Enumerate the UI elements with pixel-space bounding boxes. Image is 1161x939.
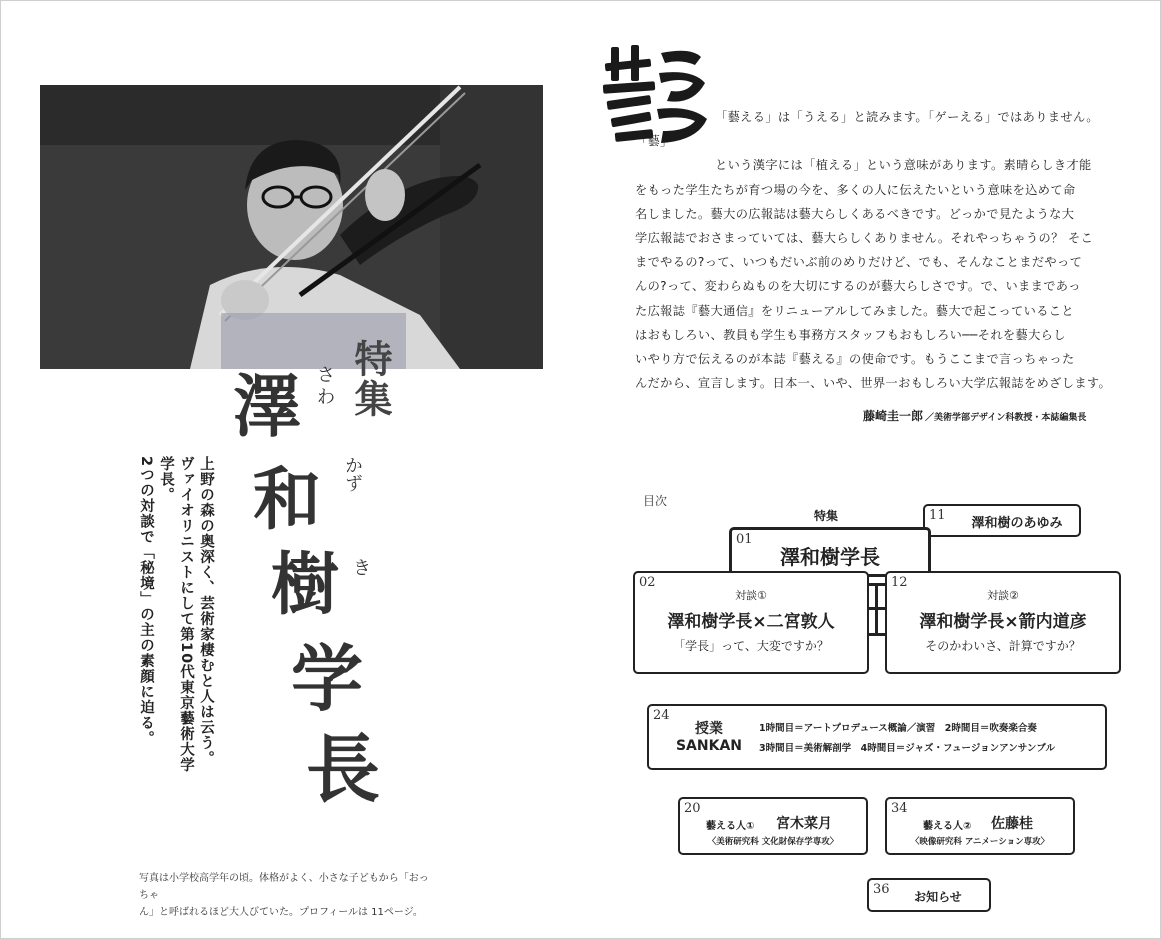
toc-sub: 対談①: [735, 589, 767, 602]
title-char-2: 和: [253, 461, 322, 540]
toc-title: 澤和樹学長×箭内道彦: [919, 612, 1087, 632]
title-char-4: 学: [291, 637, 364, 721]
intro-line: んだから、宣言します。日本一、いや、世界一おもしろい大学広報誌をめざします。: [635, 376, 1112, 391]
toc-item-01[interactable]: [729, 527, 931, 577]
toc-line: 3時間目＝美術解剖学 4時間目＝ジャズ・フュージョンアンサンブル: [759, 743, 1055, 754]
toc-title: 澤和樹のあゆみ: [971, 516, 1063, 531]
toc-num: 34: [891, 801, 908, 816]
signature-role: ／美術学部デザイン科教授・本誌編集長: [925, 413, 1087, 423]
intro-text: [635, 105, 1113, 395]
toc-num: 24: [653, 708, 670, 723]
toc-desc: 「学長」って、大変ですか？: [673, 639, 829, 653]
title-char-1: 澤: [233, 368, 302, 447]
toc-item-02[interactable]: [633, 571, 869, 674]
intro-line: をもった学生たちが育つ場の今を、多くの人に伝えたいという意味を込めて命: [635, 182, 1076, 197]
toc-sub: 藝える人①: [706, 821, 755, 832]
toc-line: 1時間目＝アートプロデュース概論／演習 2時間目＝吹奏楽合奏: [759, 723, 1037, 734]
toc-feature-label: 特集: [814, 509, 839, 523]
toc-title: お知らせ: [914, 890, 962, 904]
intro-line: という漢字には「植える」という意味があります。素晴らしき才能: [715, 158, 1092, 173]
toc-desc: 〈映像研究科 アニメーション専攻〉: [910, 837, 1050, 847]
feature-label: 特集: [348, 339, 392, 419]
ruby-kazu: かず: [342, 456, 363, 492]
intro-line: までやるの?って、いつもだいぶ前のめりだけど、でも、そんなことまだやって: [635, 255, 1083, 270]
intro-line: 名しました。藝大の広報誌は藝大らしくあるべきです。どっかで見たような大: [635, 206, 1075, 221]
toc-desc: 〈美術研究科 文化財保存学専攻〉: [707, 837, 839, 847]
toc-item-11[interactable]: [923, 504, 1081, 537]
lead-text: [136, 456, 216, 786]
intro-line: はおもしろい、教員も学生も事務方スタッフもおもしろい──それを藝大らし: [635, 327, 1066, 342]
ruby-sa: さ: [317, 365, 335, 386]
caption-line: 写真は小学校高学年の頃。体格がよく、小さな子どもから「おっちゃ: [139, 873, 429, 901]
toc-item-24[interactable]: [647, 704, 1107, 770]
toc-connector: [875, 583, 878, 635]
title-char-5: 長: [306, 727, 380, 813]
toc-item-12[interactable]: [885, 571, 1121, 674]
signature: [863, 407, 1086, 424]
toc-num: 20: [684, 801, 701, 816]
ruby-wa: わ: [317, 387, 335, 408]
toc-sub: 藝える人②: [923, 821, 972, 832]
toc-num: 01: [736, 532, 753, 547]
toc-item-20[interactable]: [678, 797, 868, 855]
toc-title: 宮木菜月: [776, 816, 832, 832]
toc-item-36[interactable]: [867, 878, 991, 912]
toc-heading: 目次: [643, 494, 668, 508]
signature-name: 藤崎圭一郎: [863, 409, 924, 423]
intro-line: た広報誌『藝大通信』をリニューアルしてみました。藝大で起こっていること: [635, 303, 1074, 318]
caption-line: ん」と呼ばれるほど大人びていた。プロフィールは 11ページ。: [139, 907, 423, 918]
toc-title: 澤和樹学長: [780, 545, 880, 569]
toc-num: 11: [929, 508, 946, 523]
toc-num: 02: [639, 575, 656, 590]
ruby-ki: き: [353, 558, 371, 579]
intro-line: 学広報誌でおさまっていては、藝大らしくありません。それやっちゃうの？ そこ: [635, 231, 1094, 246]
intro-line: いやり方で伝えるのが本誌『藝える』の使命です。もうここまで言っちゃった: [635, 352, 1075, 367]
lead-line: ヴァイオリニストにして第10代東京藝術大学学長。: [158, 456, 194, 773]
intro-line: 「藝える」は「うえる」と読みます。「ゲーえる」ではありません。「藝」: [635, 110, 1099, 149]
toc-title: 澤和樹学長×二宮敦人: [667, 612, 835, 632]
toc-desc: そのかわいさ、計算ですか？: [925, 639, 1081, 653]
intro-line: んの?って、変わらぬものを大切にするのが藝大らしさです。で、いままであっ: [635, 279, 1081, 294]
toc-title-2: SANKAN: [675, 738, 743, 754]
toc-sub: 対談②: [987, 589, 1019, 602]
lead-line: 上野の森の奥深く、芸術家棲むと人は云う。: [198, 456, 214, 766]
toc-item-34[interactable]: [885, 797, 1075, 855]
lead-line: 2つの対談で「秘境」の主の素顔に迫る。: [138, 456, 154, 747]
toc-num: 12: [891, 575, 908, 590]
toc-num: 36: [873, 882, 890, 897]
toc-title: 佐藤桂: [991, 816, 1033, 832]
toc-title: 授業: [695, 721, 723, 737]
title-char-3: 樹: [271, 546, 340, 625]
photo-caption: [139, 870, 429, 921]
